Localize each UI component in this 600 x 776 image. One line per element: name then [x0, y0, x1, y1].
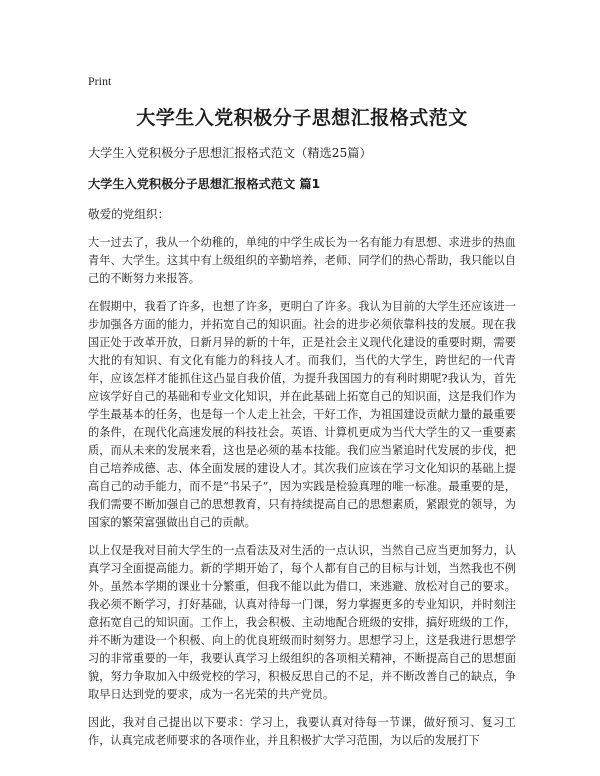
paragraph-4: 因此，我对自己提出以下要求：学习上，我要认真对待每一节课，做好预习、复习工作，认真完成老师要求的各项作业，并且积极扩大学习范围，为以后的发展打下 — [88, 716, 516, 747]
document-title: 大学生入党积极分子思想汇报格式范文 — [136, 107, 468, 129]
paragraph-2: 在假期中，我看了许多，也想了许多，更明白了许多。我认为目前的大学生还应该进一步加强各方面的能力，并拓宽自己的知识面。社会的进步必须依靠科技的发展。现在我国正处于改革开放，日新月异的新的十年，正是社会主义现代化建设的重要时期，需要大批的有知识、有文化有能力的科技人才。而我们，当代的大学生，跨世纪的一代青年，应该怎样才能抓住这凸显自我价值，为提升我国国力的有利时期呢?我认为，首先应该学好自己的基础和专业文化知识，并在此基础上拓宽自己的知识面，这是我们作为学生最基本的任务，也是每一个人走上社会，干好工作，为祖国建设贡献力量的最重要的条件，在现代化高速发展的科技社会。英语、计算机更成为当代大学生的又一重要素质，而从未来的发展来看，这也是必须的基本技能。我们应当紧追时代发展的步伐，把自己培养成德、志、体全面发展的建设人才。其次我们应该在学习文化知识的基础上提高自己的动手能力，而不是“书呆子”，因为实践是检验真理的唯一标准。最重要的是，我们需要不断加强自己的思想教育，只有持续提高自己的思想素质，紧跟党的领导，为国家的繁荣富强做出自己的贡献。 — [88, 300, 516, 529]
section-heading: 大学生入党积极分子思想汇报格式范文 篇1 — [88, 177, 321, 191]
print-link[interactable]: Print — [88, 74, 112, 88]
greeting: 敬爱的党组织： — [88, 207, 170, 221]
document-subtitle: 大学生入党积极分子思想汇报格式范文（精选25篇） — [88, 146, 372, 160]
document-page — [88, 70, 516, 760]
paragraph-1: 大一过去了，我从一个幼稚的，单纯的中学生成长为一名有能力有思想、求进步的热血青年、大学生。这其中有上级组织的辛勤培养，老师、同学们的热心帮助，我只能以自己的不断努力来报答。 — [88, 236, 516, 285]
paragraph-3: 以上仅是我对目前大学生的一点看法及对生活的一点认识，当然自己应当更加努力，认真学习全面提高能力。新的学期开始了，每个人都有自己的目标与计划，当然我也不例外。虽然本学期的课业十分繁重，但我不能以此为借口，来逃避、放松对自己的要求。我必须不断学习，打好基础，认真对待每一门课，努力掌握更多的专业知识，并时刻注意拓宽自己的知识面。工作上，我会积极、主动地配合班级的安排，搞好班级的工作，并不断为建设一个积极、向上的优良班级而时刻努力。思想学习上，这是我进行思想学习的非常重要的一年，我要认真学习上级组织的各项相关精神，不断提高自己的思想面貌，努力争取加入中级党校的学习，积极反思自己的不足，并不断改善自己的缺点，争取早日达到党的要求，成为一名光荣的共产党员。 — [88, 544, 516, 701]
